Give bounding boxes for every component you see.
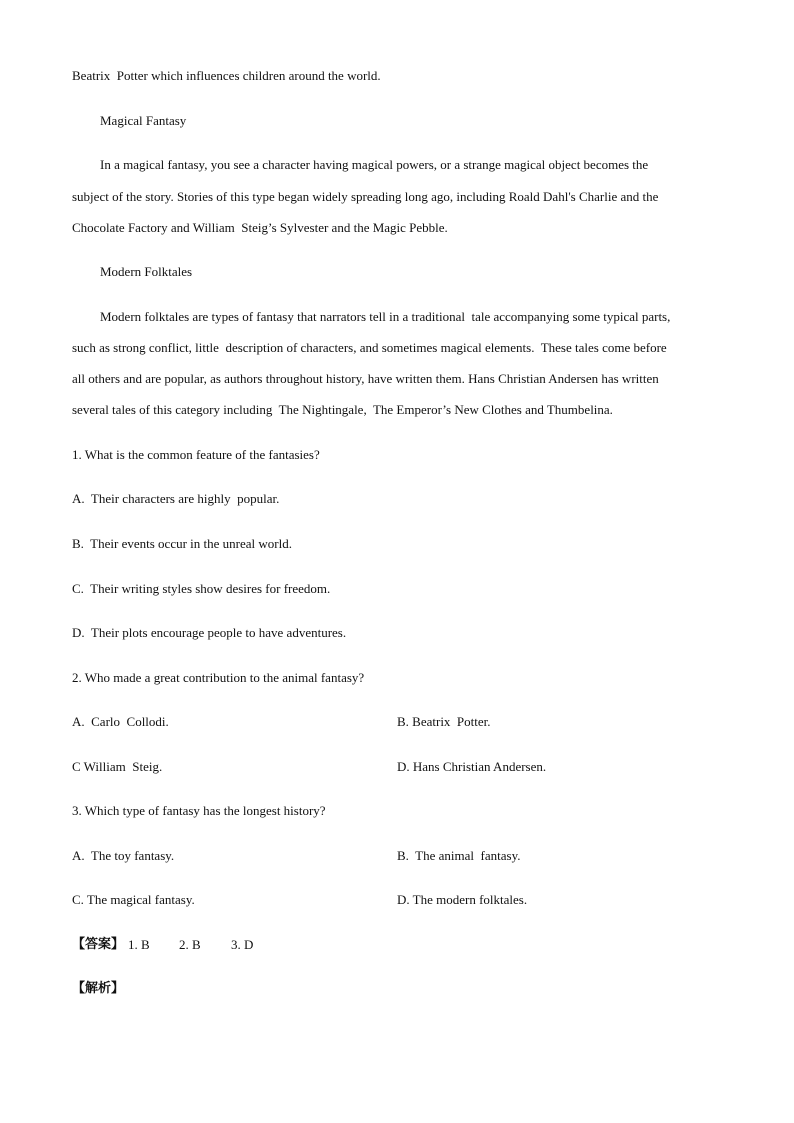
question-1-stem: 1. What is the common feature of the fantasies? [72,447,320,462]
answer-item: 2. B [179,937,201,952]
question-3-option-a: A. The toy fantasy. [72,848,175,863]
question-2-stem: 2. Who made a great contribution to the animal fantasy? [72,670,365,685]
paragraph-line: several tales of this category including The Nightingale, The Emperor’s New Clothes and Thumbelina. [72,402,613,417]
analysis-label: 【解析】 [72,981,125,996]
question-3-option-b: B. The animal fantasy. [397,848,521,863]
question-1-option-c: C. Their writing styles show desires for freedom. [72,581,331,596]
answer-label: 【答案】 [72,937,125,952]
intro-line: Beatrix Potter which influences children around the world. [72,68,381,83]
question-1-option-b: B. Their events occur in the unreal world. [72,536,292,551]
section-heading-magical-fantasy: Magical Fantasy [100,113,187,128]
paragraph-line: subject of the story. Stories of this type began widely spreading long ago, including Roald Dahl's Charlie and the [72,189,659,204]
paragraph-line: such as strong conflict, little description of characters, and sometimes magical elements. These tales come before [72,340,667,355]
question-3-option-c: C. The magical fantasy. [72,892,195,907]
question-2-option-b: B. Beatrix Potter. [397,714,491,729]
paragraph-line: Modern folktales are types of fantasy that narrators tell in a traditional tale accompanying some typical parts, [100,309,671,324]
paragraph-line: Chocolate Factory and William Steig’s Sylvester and the Magic Pebble. [72,220,448,235]
answer-item: 1. B [128,937,150,952]
question-3-option-d: D. The modern folktales. [397,892,528,907]
paragraph-line: In a magical fantasy, you see a character having magical powers, or a strange magical object becomes the [100,157,649,172]
question-2-option-c: C William Steig. [72,759,163,774]
question-2-option-d: D. Hans Christian Andersen. [397,759,547,774]
question-2-option-a: A. Carlo Collodi. [72,714,169,729]
question-1-option-d: D. Their plots encourage people to have adventures. [72,625,347,640]
answer-item: 3. D [231,937,254,952]
paragraph-line: all others and are popular, as authors throughout history, have written them. Hans Christian Andersen has written [72,371,659,386]
question-3-stem: 3. Which type of fantasy has the longest history? [72,803,326,818]
question-1-option-a: A. Their characters are highly popular. [72,491,280,506]
section-heading-modern-folktales: Modern Folktales [100,264,193,279]
